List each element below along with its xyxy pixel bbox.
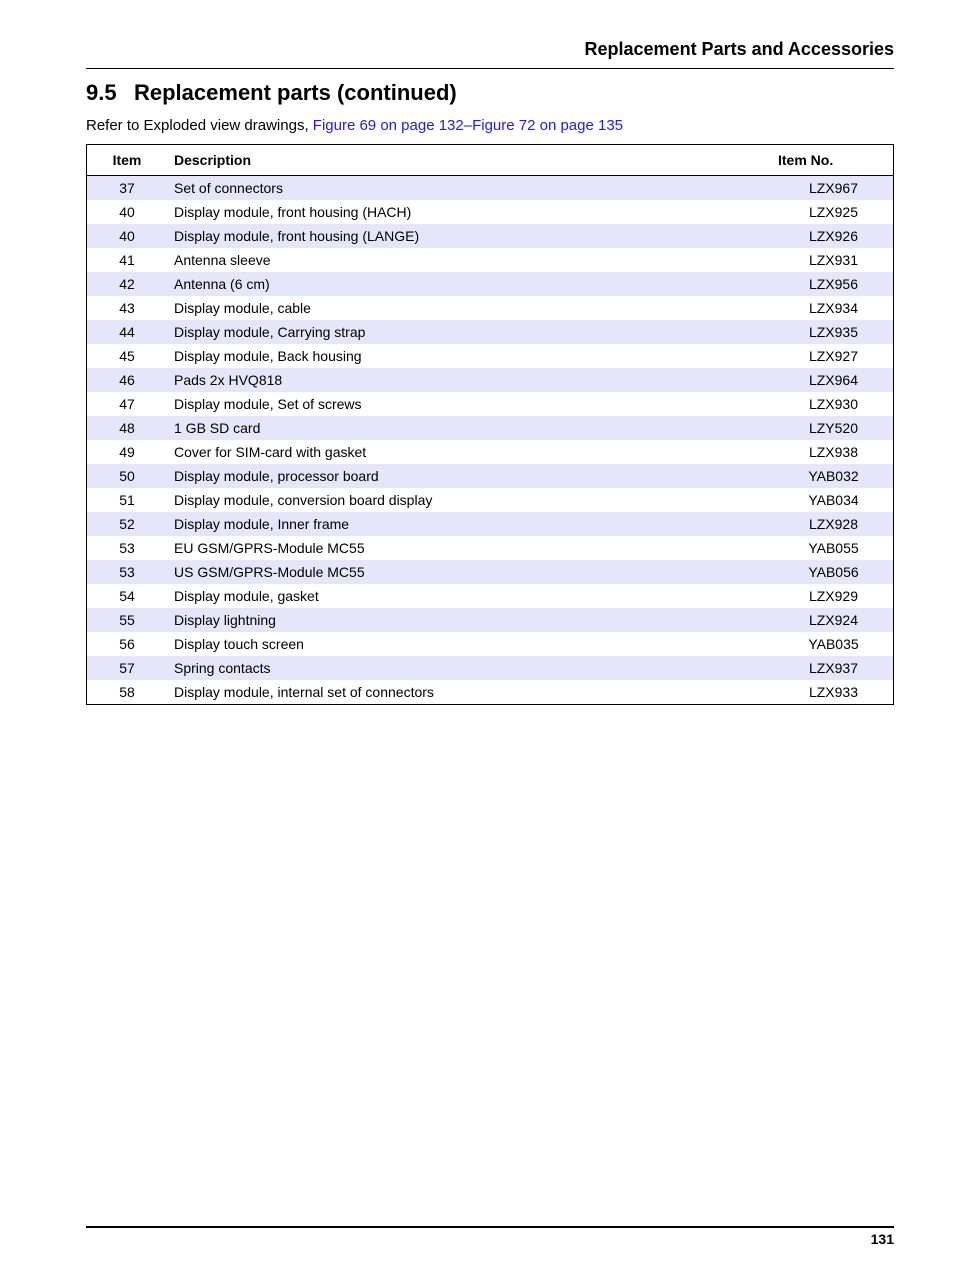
cell-item: 40 bbox=[119, 204, 135, 220]
cell-item: 47 bbox=[119, 396, 135, 412]
table-row bbox=[87, 200, 894, 224]
cell-item-no: LZX964 bbox=[774, 368, 894, 392]
cell-item-no: LZX924 bbox=[774, 608, 894, 632]
section-title-text: Replacement parts (continued) bbox=[134, 80, 457, 105]
cell-item-no: LZX927 bbox=[808, 348, 859, 364]
column-header-item: Item bbox=[87, 145, 168, 176]
cell-item: 44 bbox=[87, 320, 168, 344]
cell-item: 53 bbox=[119, 540, 135, 556]
table-row bbox=[87, 632, 894, 656]
table-row bbox=[87, 392, 894, 416]
chapter-title: Replacement Parts and Accessories bbox=[584, 39, 894, 59]
figure-reference-link[interactable]: Figure 69 on page 132–Figure 72 on page 135 bbox=[312, 117, 624, 134]
cell-item-no: LZX938 bbox=[808, 444, 859, 460]
cell-description: Display module, Carrying strap bbox=[167, 320, 774, 344]
cell-item-no: LZX935 bbox=[774, 320, 894, 344]
cell-item: 56 bbox=[119, 636, 135, 652]
page-number: 131 bbox=[870, 1231, 894, 1247]
page-footer bbox=[86, 1226, 894, 1247]
cell-description: Display module, gasket bbox=[174, 588, 319, 604]
cell-item: 46 bbox=[87, 368, 168, 392]
table-row bbox=[87, 176, 894, 201]
cell-item-no: YAB055 bbox=[808, 540, 859, 556]
table-row bbox=[87, 248, 894, 272]
table-body bbox=[87, 176, 894, 705]
table-row bbox=[87, 584, 894, 608]
cell-description: Display module, cable bbox=[174, 300, 311, 316]
column-header-item-no: Item No. bbox=[774, 145, 894, 176]
table-row bbox=[87, 344, 894, 368]
cell-item: 53 bbox=[87, 560, 168, 584]
section-number: 9.5 bbox=[86, 80, 117, 105]
replacement-parts-table bbox=[86, 144, 894, 705]
cell-description: Display module, internal set of connectors bbox=[174, 684, 434, 700]
cell-item: 42 bbox=[87, 272, 168, 296]
cell-item-no: LZX928 bbox=[774, 512, 894, 536]
cell-description: EU GSM/GPRS-Module MC55 bbox=[174, 540, 365, 556]
column-header-description: Description bbox=[167, 145, 774, 176]
cell-item: 58 bbox=[119, 684, 135, 700]
cell-item-no: LZY520 bbox=[774, 416, 894, 440]
cell-description: Pads 2x HVQ818 bbox=[167, 368, 774, 392]
cell-item: 40 bbox=[87, 224, 168, 248]
table-row bbox=[87, 224, 894, 248]
table-row bbox=[87, 536, 894, 560]
cell-description: Display module, Inner frame bbox=[167, 512, 774, 536]
table-row bbox=[87, 608, 894, 632]
cell-description: Display module, front housing (LANGE) bbox=[167, 224, 774, 248]
intro-paragraph bbox=[86, 117, 623, 134]
cell-description: Display module, conversion board display bbox=[174, 492, 433, 508]
cell-item-no: LZX967 bbox=[774, 176, 894, 201]
cell-description: Cover for SIM-card with gasket bbox=[174, 444, 367, 460]
cell-item: 52 bbox=[87, 512, 168, 536]
cell-item: 43 bbox=[119, 300, 135, 316]
cell-item: 45 bbox=[119, 348, 135, 364]
cell-item-no: LZX930 bbox=[808, 396, 859, 412]
cell-item-no: LZX937 bbox=[774, 656, 894, 680]
cell-description: 1 GB SD card bbox=[167, 416, 774, 440]
cell-item: 37 bbox=[87, 176, 168, 201]
table-row bbox=[87, 680, 894, 705]
cell-item-no: LZX956 bbox=[774, 272, 894, 296]
cell-item: 55 bbox=[87, 608, 168, 632]
cell-item-no: LZX931 bbox=[808, 252, 859, 268]
cell-item-no: LZX934 bbox=[808, 300, 859, 316]
cell-item: 48 bbox=[87, 416, 168, 440]
table-row bbox=[87, 272, 894, 296]
cell-item: 41 bbox=[119, 252, 135, 268]
table-row bbox=[87, 416, 894, 440]
cell-item-no: YAB056 bbox=[774, 560, 894, 584]
cell-description: Display module, Set of screws bbox=[174, 396, 362, 412]
cell-description: Display module, Back housing bbox=[174, 348, 362, 364]
cell-item-no: YAB032 bbox=[774, 464, 894, 488]
table-header-row bbox=[87, 145, 894, 176]
cell-item-no: YAB034 bbox=[808, 492, 859, 508]
cell-item-no: YAB035 bbox=[808, 636, 859, 652]
table-row bbox=[87, 512, 894, 536]
table-row bbox=[87, 296, 894, 320]
table-row bbox=[87, 440, 894, 464]
cell-item: 57 bbox=[87, 656, 168, 680]
cell-item-no: LZX925 bbox=[808, 204, 859, 220]
section-title bbox=[86, 80, 457, 106]
cell-item-no: LZX929 bbox=[808, 588, 859, 604]
cell-item-no: LZX926 bbox=[774, 224, 894, 248]
cell-item: 49 bbox=[119, 444, 135, 460]
table-row bbox=[87, 656, 894, 680]
intro-text: Refer to Exploded view drawings, bbox=[86, 117, 313, 134]
page-header bbox=[86, 38, 894, 69]
table-row bbox=[87, 560, 894, 584]
cell-description: Antenna (6 cm) bbox=[167, 272, 774, 296]
cell-description: Display touch screen bbox=[174, 636, 304, 652]
cell-description: Antenna sleeve bbox=[174, 252, 271, 268]
table-row bbox=[87, 368, 894, 392]
cell-item-no: LZX933 bbox=[808, 684, 859, 700]
cell-description: Spring contacts bbox=[167, 656, 774, 680]
cell-description: US GSM/GPRS-Module MC55 bbox=[167, 560, 774, 584]
table-row bbox=[87, 320, 894, 344]
cell-description: Display lightning bbox=[167, 608, 774, 632]
cell-description: Display module, front housing (HACH) bbox=[174, 204, 412, 220]
cell-item: 54 bbox=[119, 588, 135, 604]
cell-description: Display module, processor board bbox=[167, 464, 774, 488]
cell-description: Set of connectors bbox=[167, 176, 774, 201]
cell-item: 51 bbox=[119, 492, 135, 508]
table-row bbox=[87, 488, 894, 512]
cell-item: 50 bbox=[87, 464, 168, 488]
table-row bbox=[87, 464, 894, 488]
